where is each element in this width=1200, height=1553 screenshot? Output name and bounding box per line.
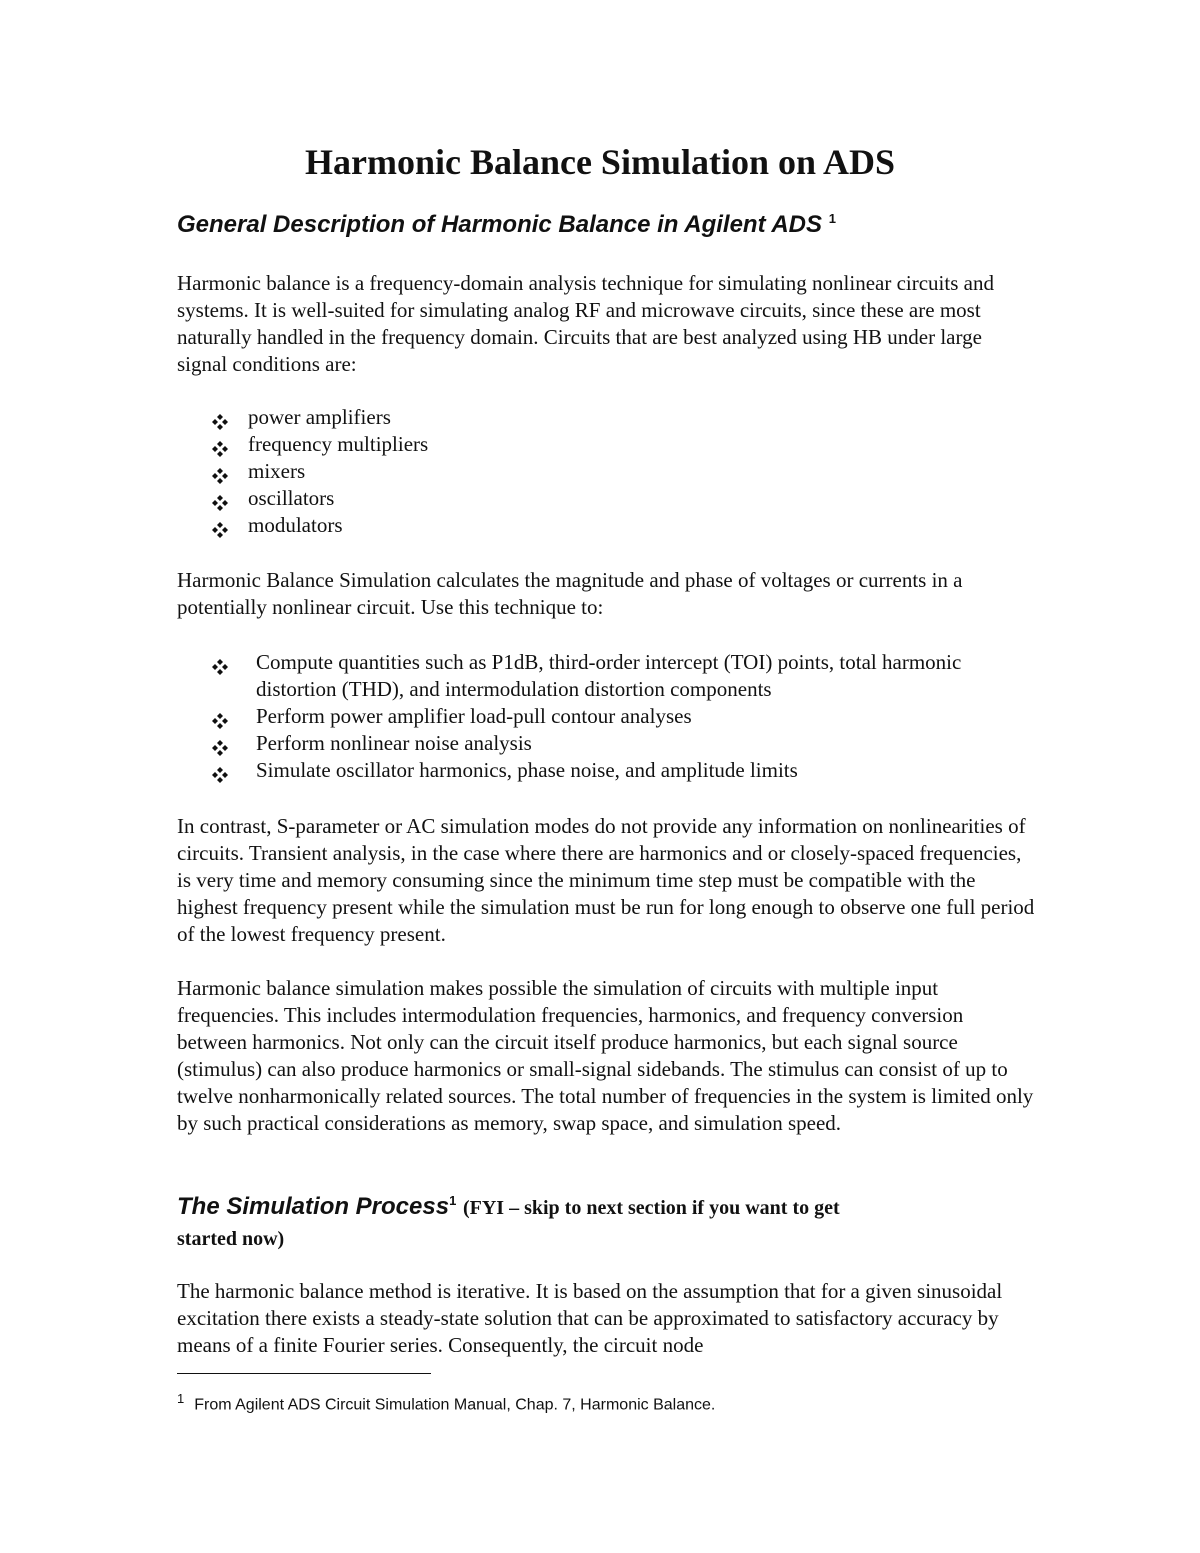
uses-list xyxy=(212,649,1032,784)
diamond-bullet-icon xyxy=(212,518,228,534)
diamond-bullet-icon xyxy=(212,763,228,779)
process-paragraph: The harmonic balance method is iterative. It is based on the assumption that for a given sinusoidal excitation there exists a steady-state solution that can be approximated to satisfactory accuracy by means of a finite Fourier series. Consequently, the circuit node xyxy=(177,1279,1003,1357)
diamond-bullet-icon xyxy=(212,464,228,480)
list-item: Simulate oscillator harmonics, phase noise, and amplitude limits xyxy=(212,757,1032,784)
footnote xyxy=(177,1388,715,1416)
list-item: mixers xyxy=(212,458,1032,485)
diamond-bullet-icon xyxy=(212,437,228,453)
footnote-mark: 1 xyxy=(177,1391,185,1406)
list-item: frequency multipliers xyxy=(212,431,1032,458)
diamond-bullet-icon xyxy=(212,709,228,725)
footnote-text: From Agilent ADS Circuit Simulation Manual, Chap. 7, Harmonic Balance. xyxy=(194,1396,716,1414)
diamond-bullet-icon xyxy=(212,410,228,426)
list-item: oscillators xyxy=(212,485,1032,512)
list-item: power amplifiers xyxy=(212,404,1032,431)
section-heading-general-text: General Description of Harmonic Balance in Agilent ADS xyxy=(177,211,823,238)
section-note: (FYI – skip to next section if you want to get xyxy=(462,1197,840,1219)
circuit-type-list xyxy=(212,404,1032,539)
page-title: Harmonic Balance Simulation on ADS xyxy=(304,142,896,182)
footnote-divider xyxy=(177,1373,431,1374)
multiple-frequencies-paragraph: Harmonic balance simulation makes possible the simulation of circuits with multiple input frequencies. This includes intermodulation frequencies, harmonics, and frequency conversion between harmonics. Not only can the circuit itself produce harmonics, but each signal source (stimulus) can also produce harmonics or small-signal sidebands. The stimulus can consist of up to twelve nonharmonically related sources. The total number of frequencies in the system is limited only by such practical considerations as memory, swap space, and simulation speed. xyxy=(177,976,1034,1135)
uses-intro-paragraph: Harmonic Balance Simulation calculates the magnitude and phase of voltages or currents in a potentially nonlinear circuit. Use this technique to: xyxy=(177,568,963,619)
diamond-bullet-icon xyxy=(212,491,228,507)
section-heading-process-text: The Simulation Process xyxy=(177,1193,450,1220)
contrast-paragraph: In contrast, S-parameter or AC simulation modes do not provide any information on nonlinearities of circuits. Transient analysis, in the case where there are harmonics and or closely-spaced frequencies, is very time and memory consuming since the minimum time step must be compatible with the highest frequency present while the simulation must be run for long enough to observe one full period of the lowest frequency present. xyxy=(177,814,1035,946)
footnote-ref: 1 xyxy=(828,211,836,226)
list-item: Perform nonlinear noise analysis xyxy=(212,730,1032,757)
list-item: Perform power amplifier load-pull contour analyses xyxy=(212,703,1032,730)
list-item: modulators xyxy=(212,512,1032,539)
section-note-continued: started now) xyxy=(177,1228,285,1250)
intro-paragraph: Harmonic balance is a frequency-domain analysis technique for simulating nonlinear circuits and systems. It is well-suited for simulating analog RF and microwave circuits, since these are most naturally handled in the frequency domain. Circuits that are best analyzed using HB under large signal conditions are: xyxy=(177,271,994,376)
diamond-bullet-icon xyxy=(212,655,228,671)
section-heading-process xyxy=(177,1192,840,1254)
section-heading-general xyxy=(177,210,836,240)
list-item: Compute quantities such as P1dB, third-order intercept (TOI) points, total harmonic distortion (THD), and intermodulation distortion components xyxy=(212,649,1032,703)
footnote-ref: 1 xyxy=(449,1193,457,1208)
diamond-bullet-icon xyxy=(212,736,228,752)
